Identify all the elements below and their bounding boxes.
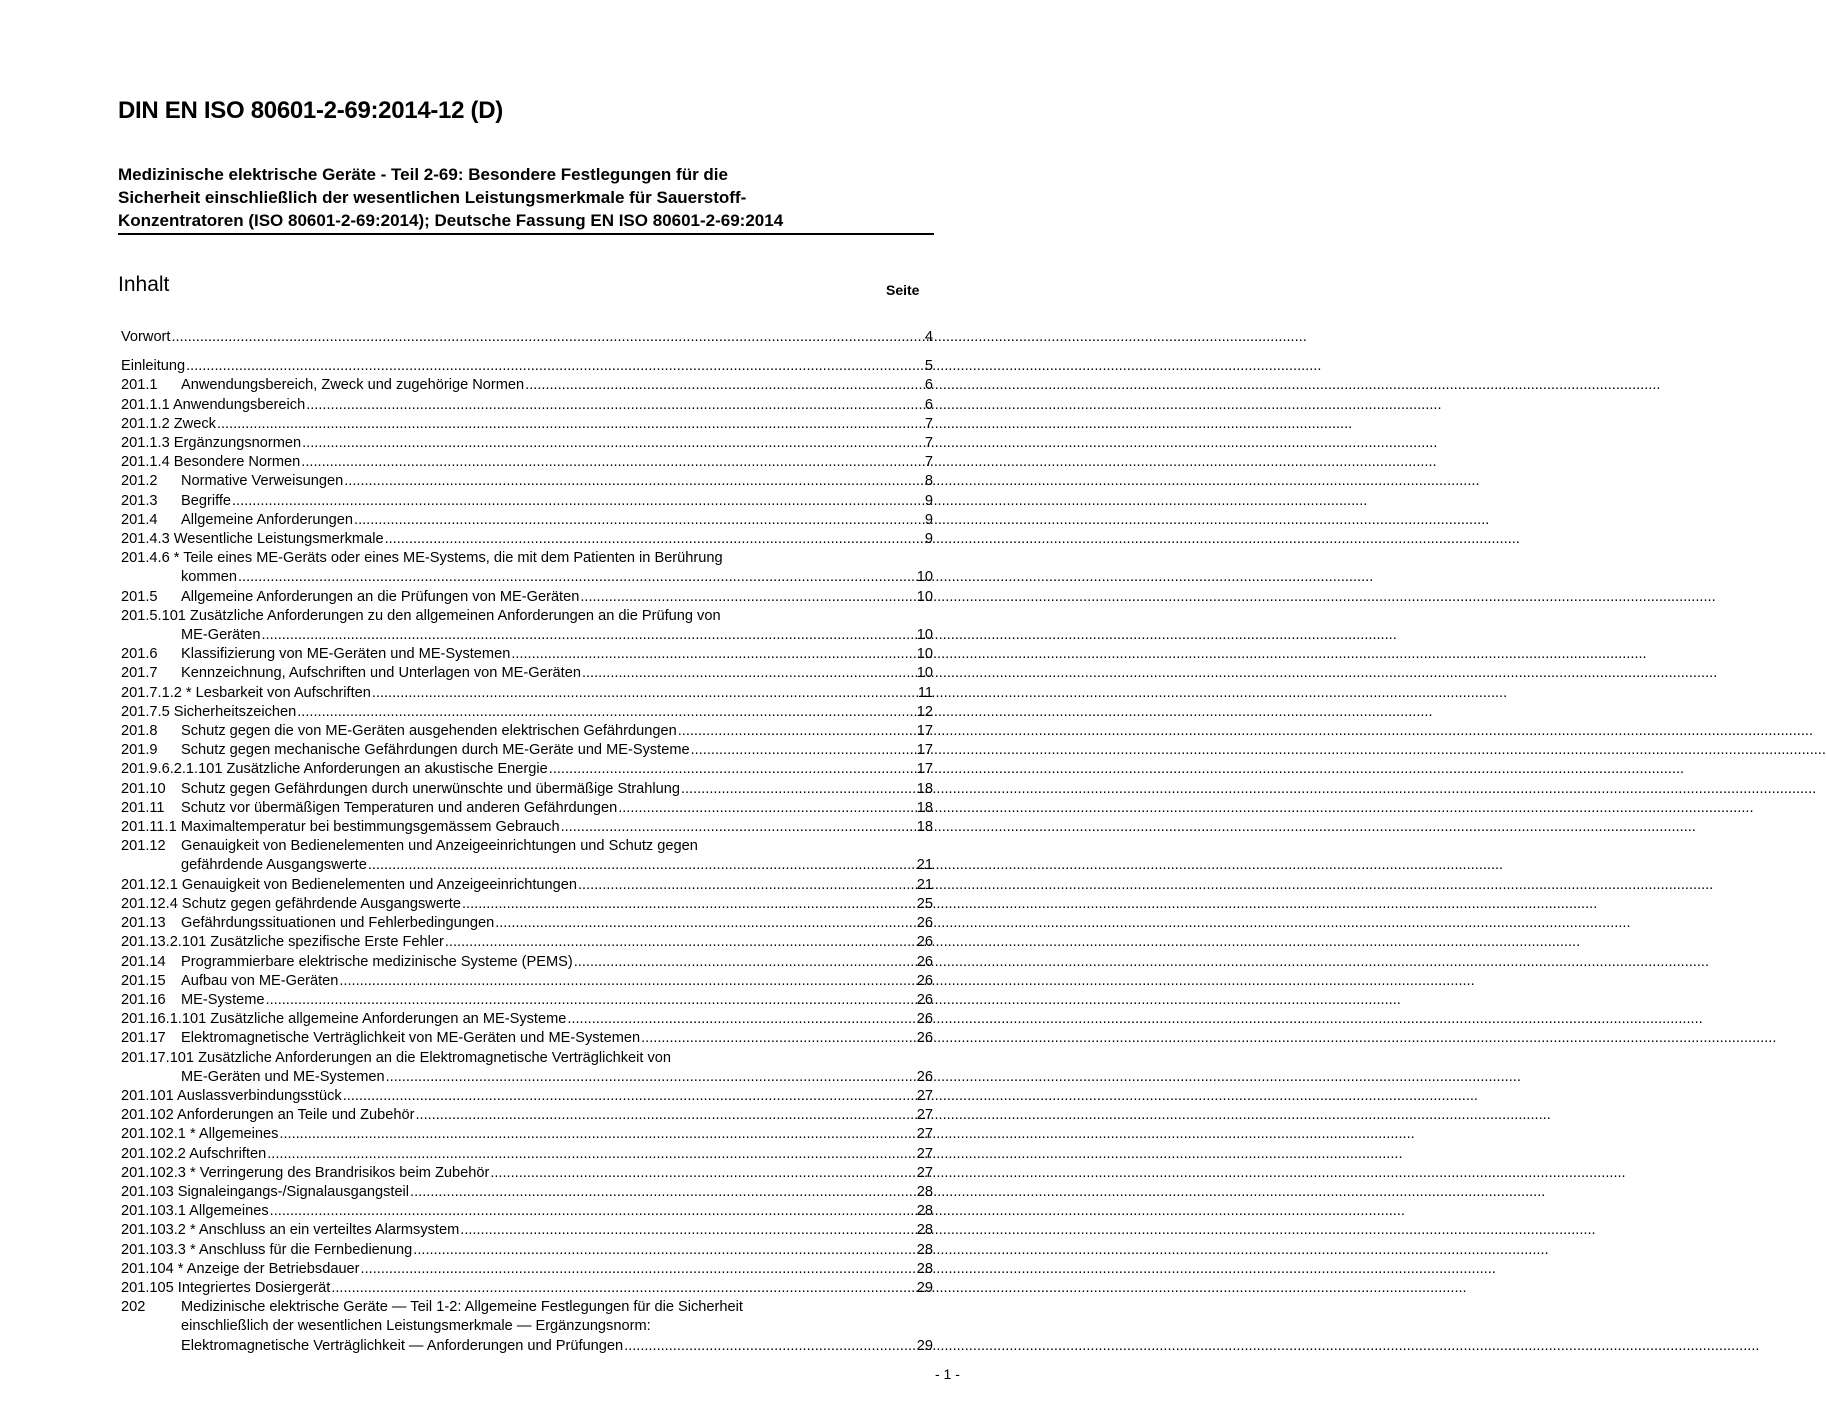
toc-entry-title: ME-Systeme: [181, 991, 265, 1008]
toc-entry-number: 202: [121, 1299, 146, 1316]
toc-entry-number: 201.11: [121, 799, 165, 816]
toc-entry-page: 8: [924, 473, 933, 490]
toc-entry-line: [121, 1068, 933, 1087]
toc-entry-line: [121, 568, 933, 587]
toc-entry-page: 18: [916, 819, 933, 836]
toc-entry[interactable]: [121, 1106, 933, 1125]
toc-entry-page: 7: [924, 454, 933, 471]
toc-entry-continuation-wrap: [121, 1068, 917, 1087]
toc-entry-page: 28: [916, 1260, 933, 1277]
toc-leader-dots: [267, 1145, 916, 1164]
toc-leader-dots: [681, 780, 916, 799]
toc-entry-continuation-wrap: [121, 626, 917, 645]
toc-leader-dots: [580, 588, 915, 607]
toc-entry-title: 201.13.2.101 Zusätzliche spezifische Erste Fehler: [121, 934, 444, 951]
toc-entry-title: 201.1.1 Anwendungsbereich: [121, 396, 306, 413]
toc-entry-page: 9: [924, 531, 933, 548]
toc-entry[interactable]: [121, 645, 933, 664]
toc-entry-title: Programmierbare elektrische medizinische Systeme (PEMS): [181, 953, 573, 970]
toc-entry-title: Genauigkeit von Bedienelementen und Anzeigeeinrichtungen und Schutz gegen: [181, 838, 698, 855]
toc-entry-line: [121, 856, 933, 875]
toc-entry[interactable]: [121, 376, 933, 395]
toc-entry-title: Gefährdungssituationen und Fehlerbedingungen: [181, 915, 495, 932]
toc-entry[interactable]: [121, 837, 933, 875]
toc-entry-page: 26: [916, 934, 933, 951]
toc-entry-number: 201.15: [121, 972, 166, 989]
toc-leader-dots: [232, 492, 924, 511]
toc-entry-title: Allgemeine Anforderungen an die Prüfungen von ME-Geräten: [181, 588, 580, 605]
document-title: DIN EN ISO 80601-2-69:2014-12 (D): [118, 97, 503, 124]
toc-entry[interactable]: [121, 703, 933, 722]
toc-entry-title: 201.103.2 * Anschluss an ein verteiltes Alarmsystem: [121, 1222, 460, 1239]
toc-entry-title: 201.12.1 Genauigkeit von Bedienelementen und Anzeigeeinrichtungen: [121, 876, 577, 893]
toc-leader-dots: [574, 953, 916, 972]
toc-entry-number: 201.10: [121, 780, 166, 797]
toc-entry-page: 28: [916, 1222, 933, 1239]
toc-entry[interactable]: [121, 1202, 933, 1221]
toc-entry-page: 12: [916, 703, 933, 720]
toc-leader-dots: [302, 434, 924, 453]
toc-entry[interactable]: [121, 1029, 933, 1048]
toc-leader-dots: [372, 684, 917, 703]
toc-entry-title: Normative Verweisungen: [181, 473, 344, 490]
toc-leader-dots: [578, 876, 916, 895]
toc-entry-title: Kennzeichnung, Aufschriften und Unterlagen von ME-Geräten: [181, 665, 581, 682]
toc-entry-page: 26: [916, 953, 933, 970]
toc-entry[interactable]: [121, 1298, 933, 1356]
toc-entry-title: 201.102 Anforderungen an Teile und Zubehör: [121, 1107, 415, 1124]
toc-leader-dots: [445, 933, 916, 952]
toc-entry-number: 201.8: [121, 723, 158, 740]
toc-entry-page: 5: [924, 358, 933, 375]
toc-entry[interactable]: [121, 549, 933, 587]
toc-entry-line: [121, 626, 933, 645]
toc-entry-page: 27: [916, 1107, 933, 1124]
toc-leader-dots: [413, 1241, 915, 1260]
toc-leader-dots: [217, 415, 924, 434]
toc-leader-dots: [525, 376, 924, 395]
toc-entry[interactable]: [121, 741, 933, 760]
toc-entry[interactable]: [121, 953, 933, 972]
toc-leader-dots: [490, 1164, 915, 1183]
toc-entry-number: 201.2: [121, 473, 158, 490]
toc-entry[interactable]: [121, 434, 933, 453]
toc-entry-title: 201.105 Integriertes Dosiergerät: [121, 1279, 331, 1296]
toc-entry-page: 28: [916, 1183, 933, 1200]
toc-entry-page: 18: [916, 780, 933, 797]
toc-entry[interactable]: [121, 722, 933, 741]
toc-entry-continuation: kommen: [181, 569, 237, 586]
toc-leader-dots: [618, 799, 916, 818]
toc-entry-continuation: einschließlich der wesentlichen Leistungsmerkmale — Ergänzungsnorm:: [181, 1318, 651, 1335]
subtitle-line: Medizinische elektrische Geräte - Teil 2-69: Besondere Festlegungen für die: [118, 165, 728, 184]
toc-entry-title: Begriffe: [181, 492, 232, 509]
toc-entry-page: 27: [916, 1164, 933, 1181]
toc-entry-page: 21: [916, 876, 933, 893]
toc-entry[interactable]: [121, 357, 933, 376]
toc-entry-number: 201.16: [121, 991, 166, 1008]
toc-entry-page: 7: [924, 435, 933, 452]
toc-leader-dots: [186, 357, 924, 376]
toc-entry[interactable]: [121, 415, 933, 434]
toc-entry-number: 201.7: [121, 665, 158, 682]
toc-entry-page: 11: [917, 684, 933, 701]
toc-leader-dots: [238, 568, 916, 587]
toc-entry[interactable]: [121, 991, 933, 1010]
toc-entry-title: Medizinische elektrische Geräte — Teil 1-2: Allgemeine Festlegungen für die Sicherheit: [181, 1299, 743, 1316]
toc-leader-dots: [361, 1260, 916, 1279]
toc-entry-number: 201.6: [121, 646, 158, 663]
toc-entry[interactable]: [121, 1164, 933, 1183]
toc-leader-dots: [354, 511, 924, 530]
toc-entry-line: [121, 549, 933, 568]
toc-entry-title: 201.1.4 Besondere Normen: [121, 454, 301, 471]
toc-entry-title: Aufbau von ME-Geräten: [181, 972, 339, 989]
toc-entry-title: Klassifizierung von ME-Geräten und ME-Systemen: [181, 646, 511, 663]
toc-entry-page: 26: [916, 1068, 933, 1085]
toc-entry[interactable]: [121, 1260, 933, 1279]
document-subtitle: [118, 163, 933, 232]
toc-entry[interactable]: [121, 914, 933, 933]
toc-leader-dots: [386, 1068, 916, 1087]
toc-entry-page: 29: [916, 1279, 933, 1296]
toc-entry-title: 201.104 * Anzeige der Betriebsdauer: [121, 1260, 360, 1277]
toc-entry-page: 27: [916, 1145, 933, 1162]
toc-entry[interactable]: [121, 1087, 933, 1106]
toc-leader-dots: [385, 530, 924, 549]
toc-entry[interactable]: [121, 1125, 933, 1144]
toc-leader-dots: [567, 1010, 915, 1029]
toc-entry[interactable]: [121, 588, 933, 607]
toc-entry-number: 201.17: [121, 1030, 166, 1047]
table-of-contents: [121, 328, 933, 1356]
toc-entry-line: [121, 1049, 933, 1068]
toc-leader-dots: [624, 1337, 916, 1356]
toc-leader-dots: [691, 741, 916, 760]
toc-entry-title: Elektromagnetische Verträglichkeit von ME-Geräten und ME-Systemen: [181, 1030, 641, 1047]
toc-entry-title: Schutz vor übermäßigen Temperaturen und anderen Gefährdungen: [181, 799, 618, 816]
toc-entry-page: 10: [916, 588, 933, 605]
toc-entry-title: Schutz gegen Gefährdungen durch unerwünschte und übermäßige Strahlung: [181, 780, 680, 797]
toc-entry-page: 26: [916, 991, 933, 1008]
toc-entry[interactable]: [121, 396, 933, 415]
toc-leader-dots: [582, 664, 916, 683]
toc-entry-continuation-wrap: [121, 1337, 917, 1356]
toc-leader-dots: [495, 914, 916, 933]
toc-entry[interactable]: [121, 1241, 933, 1260]
toc-entry-page: 28: [916, 1241, 933, 1258]
toc-entry-page: 26: [916, 1011, 933, 1028]
toc-entry-page: 28: [916, 1203, 933, 1220]
title-divider: [118, 233, 934, 235]
toc-entry-continuation: Elektromagnetische Verträglichkeit — Anforderungen und Prüfungen: [181, 1337, 624, 1354]
toc-entry-title: Anwendungsbereich, Zweck und zugehörige Normen: [181, 377, 525, 394]
toc-entry[interactable]: [121, 607, 933, 645]
toc-entry[interactable]: [121, 876, 933, 895]
toc-heading: Inhalt: [118, 273, 170, 296]
toc-entry[interactable]: [121, 472, 933, 491]
toc-entry-number: 201.5: [121, 588, 158, 605]
toc-entry-title: 201.12.4 Schutz gegen gefährdende Ausgangswerte: [121, 895, 461, 912]
toc-entry-title: 201.102.2 Aufschriften: [121, 1145, 267, 1162]
toc-entry[interactable]: [121, 511, 933, 530]
toc-entry-title: 201.101 Auslassverbindungsstück: [121, 1087, 342, 1104]
toc-entry-title: 201.102.3 * Verringerung des Brandrisikos beim Zubehör: [121, 1164, 490, 1181]
toc-entry-title: 201.5.101 Zusätzliche Anforderungen zu den allgemeinen Anforderungen an die Prüfung von: [121, 607, 721, 624]
toc-entry-number: 201.9: [121, 742, 158, 759]
toc-leader-dots: [678, 722, 916, 741]
toc-entry-title: Allgemeine Anforderungen: [181, 511, 354, 528]
toc-leader-dots: [270, 1202, 916, 1221]
toc-leader-dots: [266, 991, 916, 1010]
toc-entry-title: 201.16.1.101 Zusätzliche allgemeine Anforderungen an ME-Systeme: [121, 1011, 567, 1028]
toc-entry-continuation: gefährdende Ausgangswerte: [181, 857, 367, 874]
toc-entry[interactable]: [121, 453, 933, 472]
toc-leader-dots: [331, 1279, 915, 1298]
toc-entry[interactable]: [121, 1145, 933, 1164]
toc-entry[interactable]: [121, 1049, 933, 1087]
toc-entry[interactable]: [121, 664, 933, 683]
toc-entry[interactable]: [121, 492, 933, 511]
subtitle-line: Sicherheit einschließlich der wesentlichen Leistungsmerkmale für Sauerstoff-: [118, 188, 747, 207]
toc-entry-title: 201.4.6 * Teile eines ME-Geräts oder eines ME-Systems, die mit dem Patienten in Berührung: [121, 550, 723, 567]
toc-entry-number: 201.4: [121, 511, 158, 528]
toc-entry-page: 29: [916, 1337, 933, 1354]
toc-entry-page: 9: [924, 511, 933, 528]
toc-entry[interactable]: [121, 972, 933, 991]
toc-entry-continuation: ME-Geräten: [181, 627, 261, 644]
toc-leader-dots: [415, 1106, 915, 1125]
toc-leader-dots: [368, 856, 916, 875]
toc-entry-line: [121, 607, 933, 626]
toc-leader-dots: [343, 1087, 916, 1106]
toc-entry-number: 201.12: [121, 838, 166, 855]
toc-entry-title: Schutz gegen die von ME-Geräten ausgehenden elektrischen Gefährdungen: [181, 723, 677, 740]
toc-entry-page: 17: [916, 761, 933, 778]
toc-leader-dots: [297, 703, 916, 722]
toc-entry-number: 201.1: [121, 377, 158, 394]
toc-entry[interactable]: [121, 818, 933, 837]
toc-entry-page: 10: [916, 627, 933, 644]
toc-leader-dots: [339, 972, 915, 991]
toc-entry-page: 6: [924, 377, 933, 394]
toc-page-column-label: Seite: [886, 282, 920, 298]
toc-entry-page: 26: [916, 972, 933, 989]
toc-entry[interactable]: [121, 530, 933, 549]
toc-entry[interactable]: [121, 760, 933, 779]
toc-entry-page: 26: [916, 1030, 933, 1047]
toc-leader-dots: [410, 1183, 916, 1202]
toc-leader-dots: [171, 328, 923, 347]
toc-leader-dots: [462, 895, 916, 914]
toc-entry-page: 27: [916, 1126, 933, 1143]
toc-entry-line: [121, 1317, 933, 1336]
toc-leader-dots: [460, 1221, 916, 1240]
toc-entry-line: [121, 837, 933, 856]
toc-entry-title: Einleitung: [121, 358, 186, 375]
toc-entry-title: 201.17.101 Zusätzliche Anforderungen an die Elektromagnetische Verträglichkeit von: [121, 1049, 672, 1066]
toc-entry-line: [121, 1337, 933, 1356]
toc-entry-page: 26: [916, 915, 933, 932]
toc-entry-page: 21: [916, 857, 933, 874]
toc-entry-continuation-wrap: [121, 856, 917, 875]
toc-entry-title: Vorwort: [121, 329, 171, 345]
toc-entry[interactable]: [121, 1183, 933, 1202]
toc-entry-number: 201.14: [121, 953, 166, 970]
toc-entry-page: 25: [916, 895, 933, 912]
toc-entry-line: [121, 1298, 933, 1317]
toc-entry[interactable]: [121, 780, 933, 799]
toc-entry-page: 18: [916, 799, 933, 816]
toc-entry[interactable]: [121, 933, 933, 952]
toc-entry-page: 10: [916, 646, 933, 663]
toc-entry-title: 201.1.3 Ergänzungsnormen: [121, 435, 302, 452]
toc-leader-dots: [279, 1125, 915, 1144]
toc-entry-page: 9: [924, 492, 933, 509]
toc-entry[interactable]: [121, 328, 933, 347]
toc-entry-number: 201.13: [121, 915, 166, 932]
toc-entry-page: 6: [924, 396, 933, 413]
toc-entry-page: 17: [916, 742, 933, 759]
toc-leader-dots: [301, 453, 924, 472]
footer-page-number: - 1 -: [935, 1366, 960, 1382]
toc-entry-page: 4: [924, 329, 933, 345]
toc-leader-dots: [561, 818, 916, 837]
toc-leader-dots: [511, 645, 915, 664]
toc-entry-title: 201.7.1.2 * Lesbarkeit von Aufschriften: [121, 684, 371, 701]
toc-entry[interactable]: [121, 1279, 933, 1298]
toc-entry-title: 201.4.3 Wesentliche Leistungsmerkmale: [121, 531, 384, 548]
toc-entry-page: 10: [916, 665, 933, 682]
toc-entry-title: 201.103.3 * Anschluss für die Fernbedienung: [121, 1241, 413, 1258]
toc-entry-title: 201.103.1 Allgemeines: [121, 1203, 269, 1220]
toc-entry-page: 10: [916, 569, 933, 586]
toc-entry-page: 27: [916, 1087, 933, 1104]
toc-leader-dots: [261, 626, 915, 645]
subtitle-line: Konzentratoren (ISO 80601-2-69:2014); Deutsche Fassung EN ISO 80601-2-69:2014: [118, 211, 784, 230]
toc-entry-number: 201.3: [121, 492, 158, 509]
toc-entry-title: Schutz gegen mechanische Gefährdungen durch ME-Geräte und ME-Systeme: [181, 742, 690, 759]
toc-entry-title: 201.1.2 Zweck: [121, 415, 216, 432]
toc-entry-title: 201.102.1 * Allgemeines: [121, 1126, 279, 1143]
toc-entry-title: 201.103 Signaleingangs-/Signalausgangsteil: [121, 1183, 410, 1200]
toc-leader-dots: [641, 1029, 916, 1048]
toc-entry-title: 201.7.5 Sicherheitszeichen: [121, 703, 297, 720]
toc-entry-continuation: ME-Geräten und ME-Systemen: [181, 1068, 385, 1085]
toc-entry[interactable]: [121, 1010, 933, 1029]
toc-entry-page: 7: [924, 415, 933, 432]
toc-leader-dots: [344, 472, 924, 491]
toc-leader-dots: [549, 760, 916, 779]
toc-entry-title: 201.11.1 Maximaltemperatur bei bestimmungsgemässem Gebrauch: [121, 819, 560, 836]
toc-entry-continuation-wrap: [121, 568, 917, 587]
toc-leader-dots: [306, 396, 924, 415]
toc-entry[interactable]: [121, 799, 933, 818]
toc-entry[interactable]: [121, 895, 933, 914]
toc-entry[interactable]: [121, 684, 933, 703]
toc-entry[interactable]: [121, 1221, 933, 1240]
toc-entry-title: 201.9.6.2.1.101 Zusätzliche Anforderungen an akustische Energie: [121, 761, 548, 778]
toc-entry-page: 17: [916, 723, 933, 740]
